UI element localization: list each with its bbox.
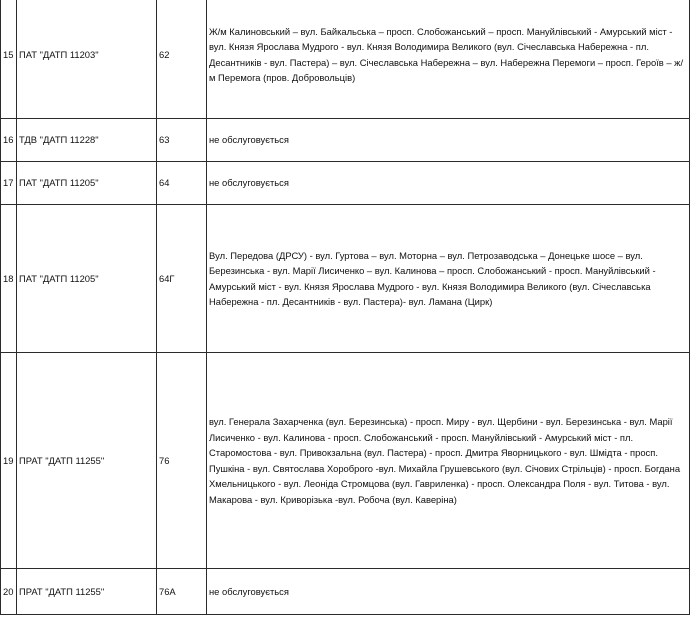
row-number: 19 <box>1 353 17 569</box>
table-row <box>1 205 690 353</box>
row-number: 16 <box>1 119 17 162</box>
route-path: Вул. Передова (ДРСУ) - вул. Гуртова – вул. Моторна – вул. Петрозаводська – Донецьке шосе – вул. Березинська - вул. Марії Лисиченко – вул. Калинова – просп. Слобожанський - просп. Мануйлівський - Амурський міст - вул. Князя Ярослава Мудрого - вул. Князя Володимира Великого (вул. Січеславська Набережна - пл. Десантників - вул. Пастера)- вул. Ламана (Цирк) <box>207 205 690 353</box>
route-path: не обслуговується <box>207 119 690 162</box>
table-row <box>1 353 690 569</box>
route-number: 62 <box>157 0 207 119</box>
table-row <box>1 569 690 615</box>
table-row <box>1 0 690 119</box>
row-number: 20 <box>1 569 17 615</box>
route-path: не обслуговується <box>207 162 690 205</box>
table-row <box>1 119 690 162</box>
carrier-name: ПАТ "ДАТП 11205" <box>17 205 157 353</box>
carrier-name: ТДВ "ДАТП 11228" <box>17 119 157 162</box>
row-number: 18 <box>1 205 17 353</box>
carrier-name: ПРАТ "ДАТП 11255" <box>17 353 157 569</box>
route-number: 64Г <box>157 205 207 353</box>
route-path: вул. Генерала Захарченка (вул. Березинська) - просп. Миру - вул. Щербини - вул. Березинська - вул. Марії Лисиченко - вул. Калинова - просп. Слобожанський - просп. Мануйлівський - Амурський міст - пл. Старомостова - вул. Привокзальна (вул. Пастера) - просп. Дмитра Яворницького - вул. Шмідта - просп. Пушкіна - вул. Святослава Хороброго -вул. Михайла Грушевського (вул. Січових Стрільців) - просп. Богдана Хмельницького - вул. Леоніда Стромцова (вул. Гавриленка) - просп. Олександра Поля - вул. Титова - вул. Макарова - вул. Криворізька -вул. Робоча (вул. Каверіна) <box>207 353 690 569</box>
carrier-name: ПРАТ "ДАТП 11255" <box>17 569 157 615</box>
route-path: Ж/м Калиновський – вул. Байкальська – просп. Слобожанський – просп. Мануйлівський - Амурський міст - вул. Князя Ярослава Мудрого - вул. Князя Володимира Великого (вул. Січеславська Набережна - пл. Десантників - вул. Пастера) – вул. Січеславська Набережна – вул. Набережна Перемоги – просп. Героїв – ж/м Перемога (пров. Добровольців) <box>207 0 690 119</box>
route-number: 76 <box>157 353 207 569</box>
route-number: 64 <box>157 162 207 205</box>
route-number: 63 <box>157 119 207 162</box>
table-row <box>1 162 690 205</box>
route-path: не обслуговується <box>207 569 690 615</box>
carrier-name: ПАТ "ДАТП 11203" <box>17 0 157 119</box>
carrier-name: ПАТ "ДАТП 11205" <box>17 162 157 205</box>
row-number: 17 <box>1 162 17 205</box>
row-number: 15 <box>1 0 17 119</box>
route-number: 76А <box>157 569 207 615</box>
